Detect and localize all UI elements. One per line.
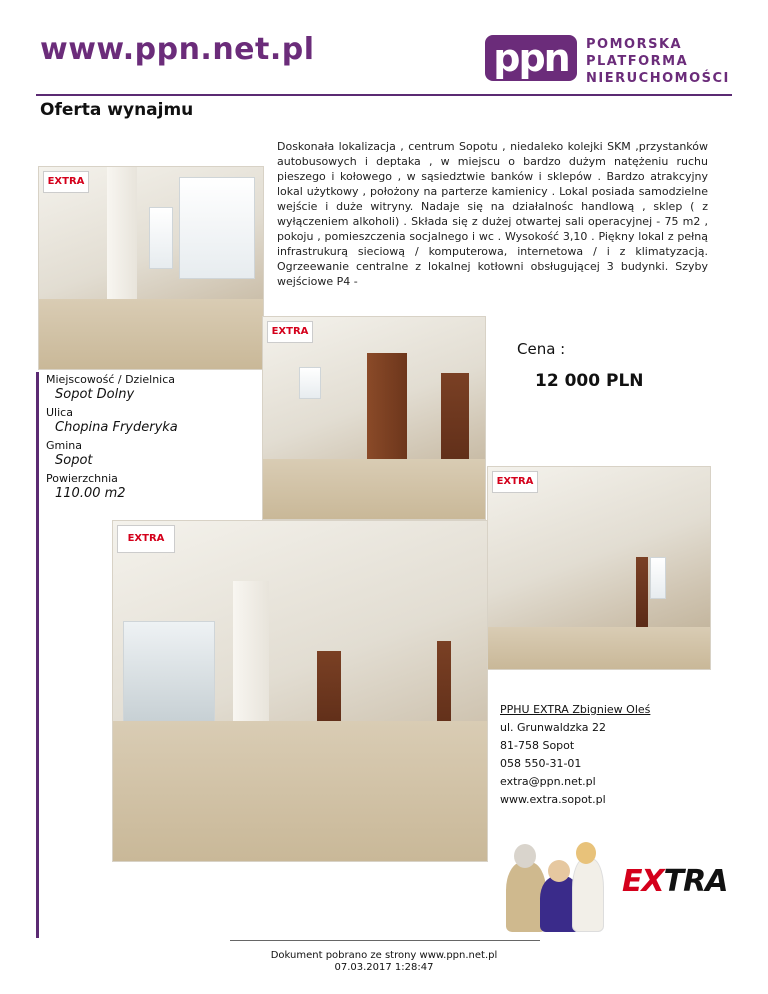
contact-email[interactable]: extra@ppn.net.pl [500,775,596,788]
field-value-area: 110.00 m2 [55,486,126,501]
contact-street: ul. Grunwaldzka 22 [500,721,606,734]
ppn-logo-text [586,36,730,87]
details-accent-bar [36,372,39,938]
extra-agency-logo: EXTRA [622,864,728,899]
footer-source: Dokument pobrano ze strony www.ppn.net.pl [270,950,498,961]
property-photo-1 [38,166,264,370]
footer-timestamp: 07.03.2017 1:28:47 [334,962,434,973]
logo-line-3: NIERUCHOMOŚCI [586,71,730,86]
field-label-district: Miejscowość / Dzielnica [46,373,176,386]
field-label-street: Ulica [46,406,73,419]
contact-company[interactable]: PPHU EXTRA Zbigniew Oleś [500,703,651,716]
extra-watermark: EXTRA [492,471,538,493]
property-photo-2 [262,316,486,520]
offer-description: Doskonała lokalizacja , centrum Sopotu , niedaleko kolejki SKM ,przystanków autobusowych i deptaka , w miejscu o bardzo dużym natężeniu ruchu pieszego i kołowego , w sąsiedztwie banków i sklepów . Bardzo atrakcyjny lokal użytkowy , położony na parterze kamienicy . Lokal posiada samodzielne wejście i duże witryny. Nadaje się na działalnośc handlową , sklep ( z wyłączeniem alkoholi) . Składa się z dużej otwartej sali operacyjnej - 75 m2 , pokoju , pomieszczenia socjalnego i wc . Wysokość 3,10 . Piękny lokal z pełną infrastrukurą sieciową / komputerowa, internetowa / i z klimatyzacją. Ogrzeewanie centralne z lokalnej kotłowni obsługującej 3 budynki. Szyby wejściowe P4 - [277,140,708,288]
property-photo-4 [112,520,488,862]
ppn-logo: ppn [485,35,577,81]
extra-watermark: EXTRA [43,171,89,193]
agency-team-photo [500,836,610,932]
logo-line-1: POMORSKA [586,37,683,52]
price-value: 12 000 PLN [535,371,644,391]
extra-watermark: EXTRA [267,321,313,343]
offer-title: Oferta wynajmu [40,100,194,120]
footer [200,950,568,974]
footer-divider [230,940,540,941]
field-value-municipality: Sopot [55,453,93,468]
field-label-area: Powierzchnia [46,472,118,485]
field-value-street: Chopina Fryderyka [55,420,178,435]
extra-watermark: EXTRA [117,525,175,553]
contact-city: 81-758 Sopot [500,739,575,752]
field-value-district: Sopot Dolny [55,387,135,402]
header-divider [36,94,732,96]
price-label: Cena : [517,340,566,358]
contact-phone: 058 550-31-01 [500,757,582,770]
contact-website[interactable]: www.extra.sopot.pl [500,793,606,806]
site-url[interactable]: www.ppn.net.pl [40,32,315,67]
logo-line-2: PLATFORMA [586,54,689,69]
field-label-municipality: Gmina [46,439,83,452]
property-photo-3 [487,466,711,670]
